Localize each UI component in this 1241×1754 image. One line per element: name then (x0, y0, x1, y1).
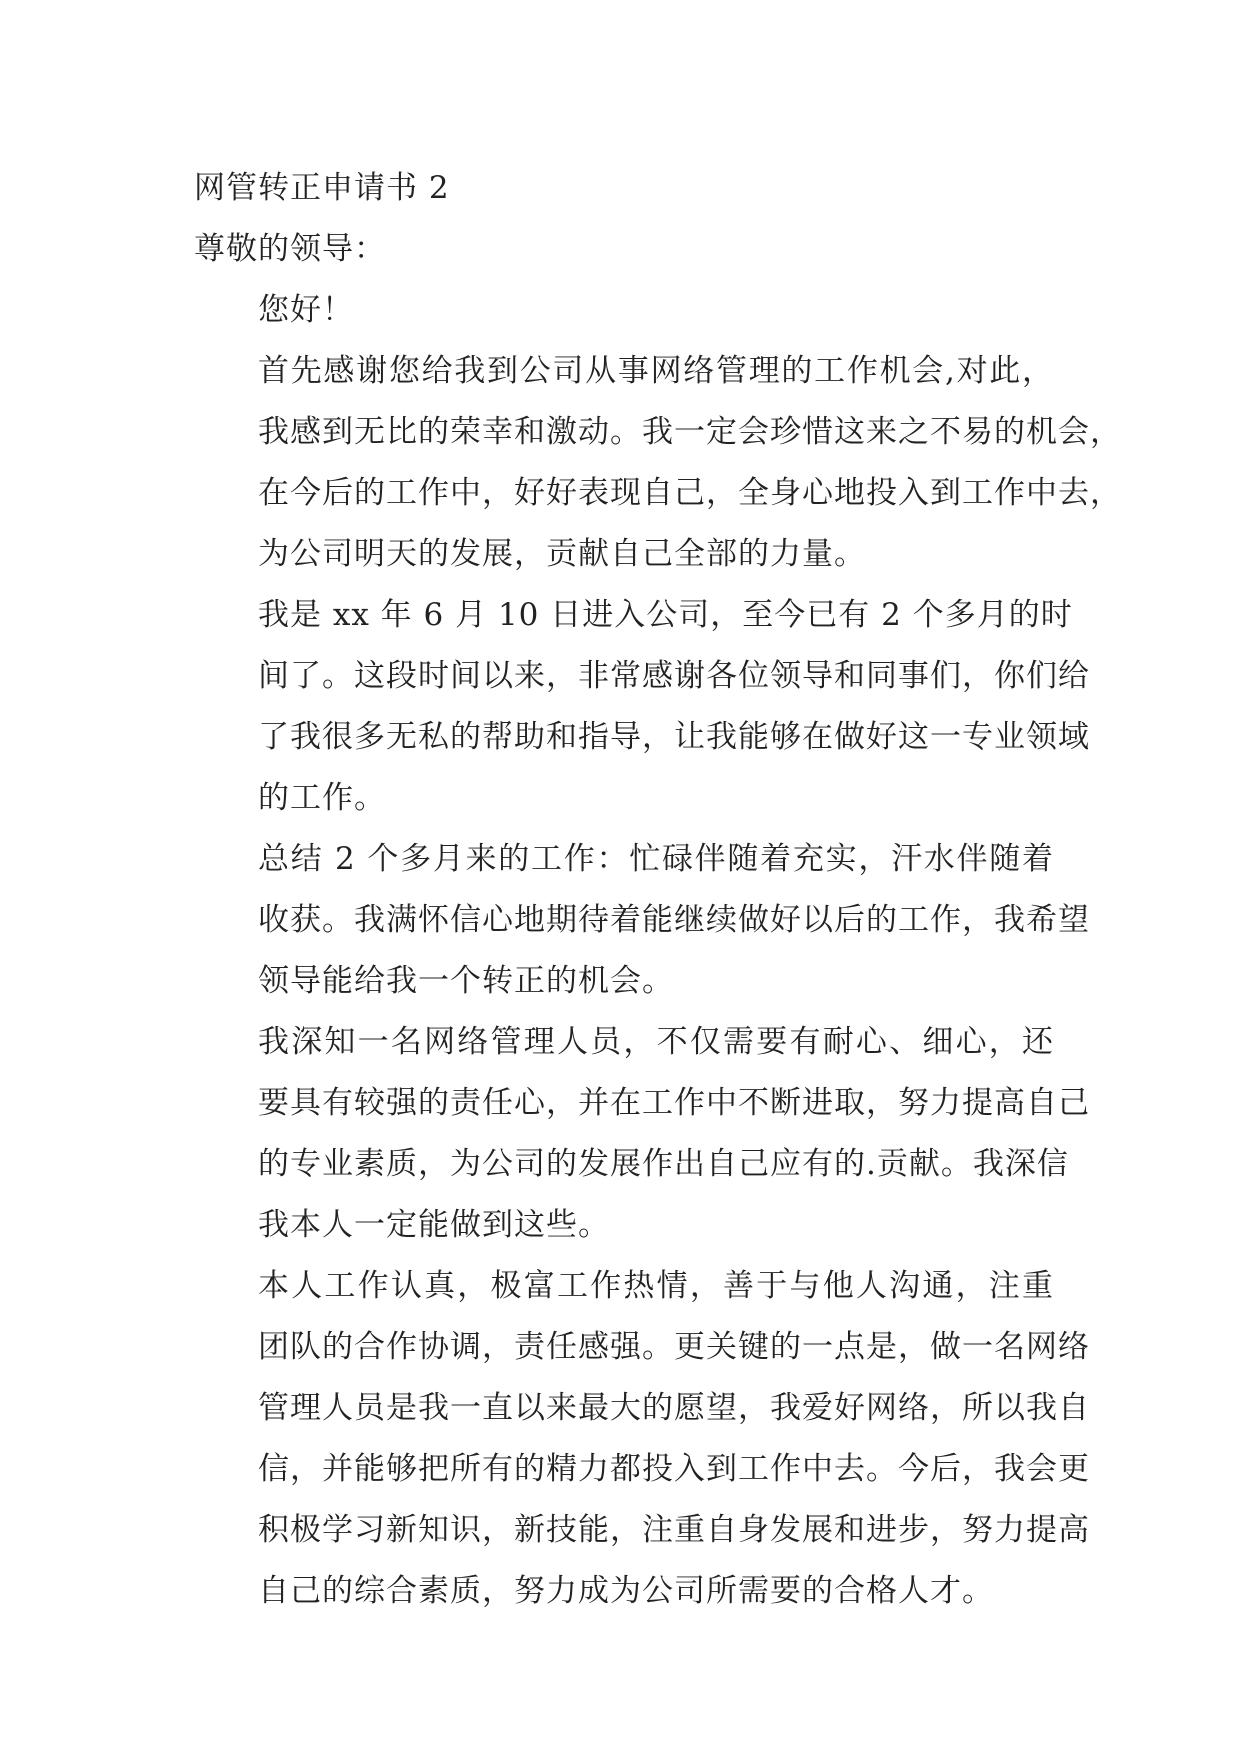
paragraph-line: 领导能给我一个转正的机会。 (258, 963, 674, 999)
salutation: 尊敬的领导： (194, 231, 386, 267)
paragraph-1 (194, 341, 1122, 585)
paragraph-line: 为公司明天的发展，贡献自己全部的力量。 (258, 536, 866, 572)
paragraph-line: 要具有较强的责任心，并在工作中不断进取，努力提高自己 (258, 1085, 1090, 1121)
greeting: 您好！ (258, 292, 354, 328)
paragraph-line: 我本人一定能做到这些。 (258, 1207, 610, 1243)
paragraph-line: 积极学习新知识，新技能，注重自身发展和进步，努力提高 (258, 1512, 1090, 1548)
paragraph-line: 我深知一名网络管理人员，不仅需要有耐心、细心，还 (258, 1024, 1054, 1060)
document-body (194, 158, 1122, 1622)
paragraph-4 (194, 1012, 1090, 1256)
document-title: 网管转正申请书 2 (194, 170, 450, 206)
paragraph-line: 收获。我满怀信心地期待着能继续做好以后的工作，我希望 (258, 902, 1090, 938)
paragraph-line: 的工作。 (258, 780, 386, 816)
paragraph-line: 了我很多无私的帮助和指导，让我能够在做好这一专业领域 (258, 719, 1090, 755)
paragraph-line: 本人工作认真，极富工作热情，善于与他人沟通，注重 (258, 1268, 1054, 1304)
paragraph-line: 间了。这段时间以来，非常感谢各位领导和同事们，你们给 (258, 658, 1090, 694)
paragraph-line: 的专业素质，为公司的发展作出自己应有的.贡献。我深信 (258, 1146, 1069, 1182)
paragraph-line: 在今后的工作中，好好表现自己，全身心地投入到工作中去， (258, 475, 1122, 511)
paragraph-line: 我是 xx 年 6 月 10 日进入公司，至今已有 2 个多月的时 (258, 597, 1073, 633)
paragraph-3 (194, 829, 1090, 1012)
paragraph-line: 信，并能够把所有的精力都投入到工作中去。今后，我会更 (258, 1451, 1090, 1487)
paragraph-line: 团队的合作协调，责任感强。更关键的一点是，做一名网络 (258, 1329, 1090, 1365)
paragraph-line: 我感到无比的荣幸和激动。我一定会珍惜这来之不易的机会， (258, 414, 1122, 450)
paragraph-2 (194, 585, 1090, 829)
paragraph-line: 自己的综合素质，努力成为公司所需要的合格人才。 (258, 1573, 994, 1609)
paragraph-5 (194, 1256, 1090, 1622)
paragraph-line: 管理人员是我一直以来最大的愿望，我爱好网络，所以我自 (258, 1390, 1090, 1426)
paragraph-line: 首先感谢您给我到公司从事网络管理的工作机会,对此， (258, 353, 1054, 389)
paragraph-line: 总结 2 个多月来的工作：忙碌伴随着充实，汗水伴随着 (258, 841, 1054, 877)
